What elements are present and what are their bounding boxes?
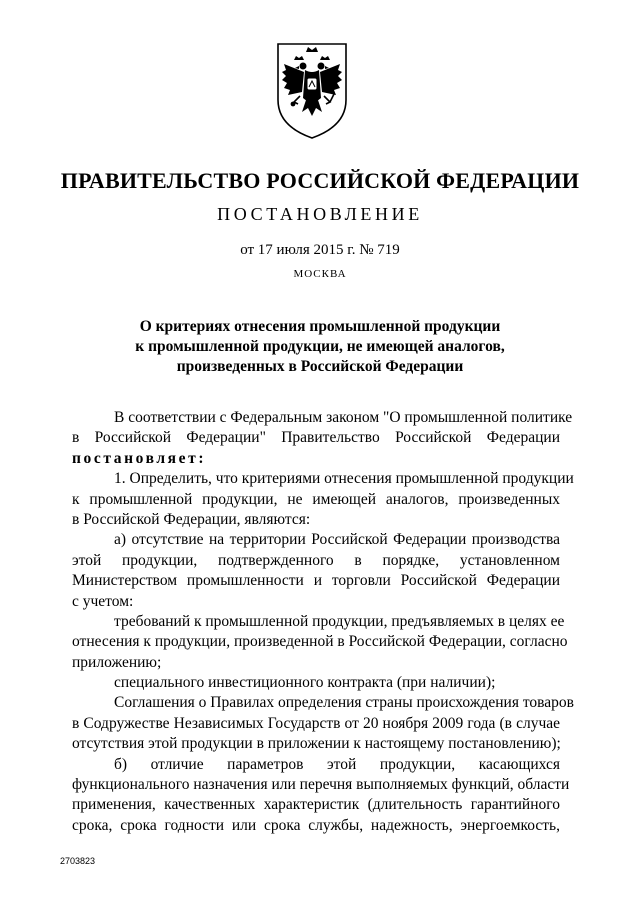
- subject-line: произведенных в Российской Федерации: [176, 358, 464, 375]
- body-line: отнесения к продукции, произведенной в Российской Федерации, согласно: [72, 633, 568, 651]
- document-body: [72, 408, 574, 836]
- body-line: с учетом:: [72, 592, 134, 610]
- body-line: а) отсутствие на территории Российской Федерации производства: [114, 531, 560, 549]
- body-line: В соответствии с Федеральным законом "О промышленной политике: [114, 409, 573, 426]
- body-line: приложению;: [72, 653, 162, 671]
- body-line: к промышленной продукции, не имеющей аналогов, произведенных: [72, 490, 560, 508]
- body-line-decree: постановляет:: [72, 449, 207, 467]
- body-line: в Содружестве Независимых Государств от 20 ноября 2009 года (в случае: [72, 714, 560, 732]
- body-line: требований к промышленной продукции, предъявляемых в целях ее: [114, 612, 565, 630]
- body-line: в Российской Федерации" Правительство Российской Федерации: [72, 429, 560, 447]
- document-city: МОСКВА: [293, 268, 347, 280]
- document-subject: [0, 317, 640, 377]
- body-line: функционального назначения или перечня выполняемых функций, области: [72, 776, 570, 794]
- document-type: ПОСТАНОВЛЕНИЕ: [217, 204, 423, 224]
- body-line: срока, срока годности или срока службы, надежность, энергоемкость,: [72, 816, 560, 834]
- body-line: применения, качественных характеристик (длительность гарантийного: [72, 796, 560, 814]
- document-date-number: от 17 июля 2015 г. № 719: [240, 242, 400, 258]
- body-line: 1. Определить, что критериями отнесения промышленной продукции: [114, 470, 574, 488]
- body-line: специального инвестиционного контракта (при наличии);: [114, 674, 496, 692]
- body-line: этой продукции, подтвержденного в порядке, установленном: [72, 551, 560, 569]
- subject-line: к промышленной продукции, не имеющей аналогов,: [135, 338, 505, 355]
- document-code: 2703823: [60, 856, 96, 866]
- russian-coat-of-arms-icon: [272, 40, 352, 140]
- government-title: ПРАВИТЕЛЬСТВО РОССИЙСКОЙ ФЕДЕРАЦИИ: [60, 168, 580, 193]
- body-line: Соглашения о Правилах определения страны происхождения товаров: [114, 694, 574, 712]
- body-line: в Российской Федерации, являются:: [72, 510, 311, 528]
- body-line: Министерством промышленности и торговли Российской Федерации: [72, 572, 560, 590]
- body-line: б) отличие параметров этой продукции, касающихся: [114, 755, 560, 773]
- subject-line: О критериях отнесения промышленной продукции: [139, 318, 501, 335]
- body-line: отсутствия этой продукции в приложении к настоящему постановлению);: [72, 735, 561, 753]
